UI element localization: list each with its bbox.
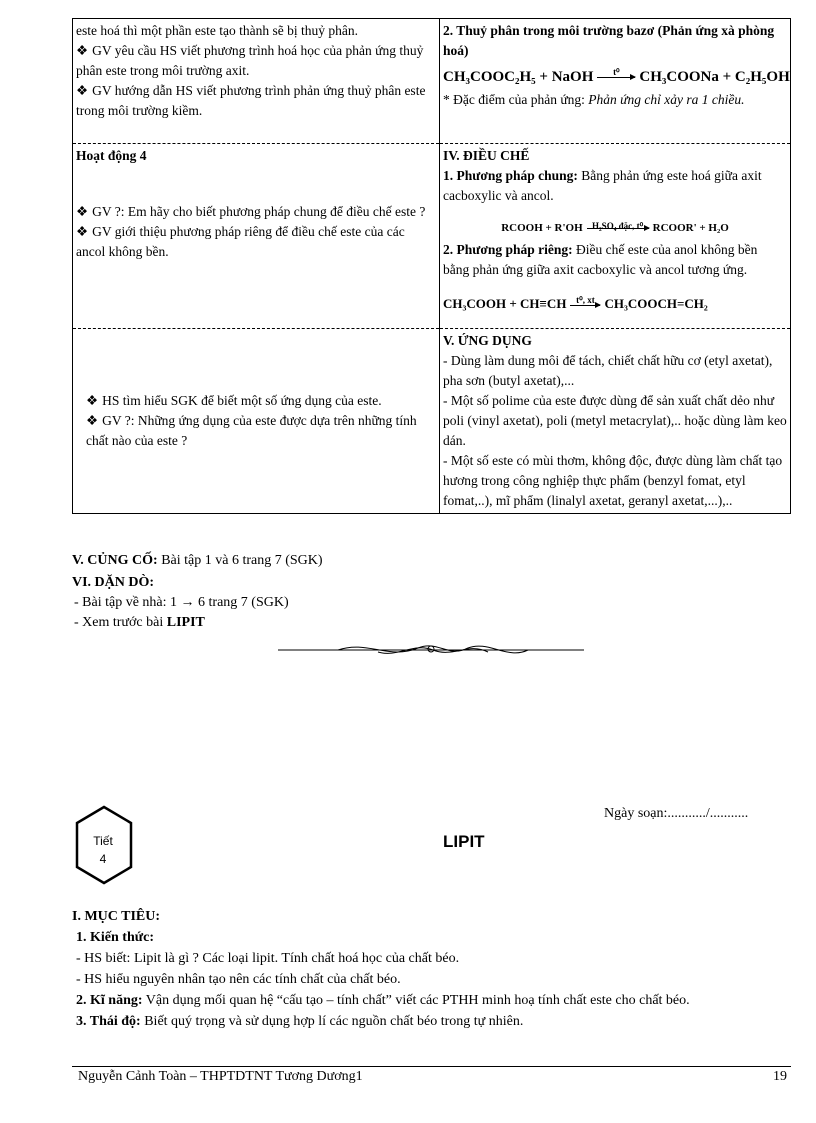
equation-left: CH₃COOH + CH≡CH bbox=[443, 296, 567, 311]
note-text: Phản ứng chỉ xảy ra 1 chiều. bbox=[588, 92, 745, 107]
reaction-condition: t⁰ bbox=[613, 67, 620, 78]
method-general bbox=[443, 166, 787, 206]
homework-section bbox=[72, 573, 289, 633]
section-text: Bài tập 1 và 6 trang 7 (SGK) bbox=[157, 553, 323, 568]
bullet-text: GV hướng dẫn HS viết phương trình phản ứng thuỷ phân este trong môi trường kiềm. bbox=[76, 83, 426, 118]
content-cell bbox=[440, 329, 791, 514]
reversible-arrow-icon bbox=[587, 220, 649, 231]
activity-cell bbox=[73, 19, 440, 144]
subsection-label: 2. Kĩ năng: bbox=[76, 993, 143, 1008]
section-label: VI. DẶN DÒ: bbox=[72, 575, 155, 590]
bullet-text: GV ?: Em hãy cho biết phương pháp chung để điều chế este ? bbox=[92, 204, 426, 219]
bullet-text: GV giới thiệu phương pháp riêng để điều chế este của các ancol không bền. bbox=[76, 224, 405, 259]
badge-number: 4 bbox=[99, 852, 107, 866]
date-field: Ngày soạn:.........../........... bbox=[604, 806, 749, 821]
table-row bbox=[73, 329, 791, 514]
lesson-title: LIPIT bbox=[443, 832, 485, 851]
lesson-name: LIPIT bbox=[166, 615, 205, 630]
text-line: este hoá thì một phần este tạo thành sẽ bị thuỷ phân. bbox=[76, 23, 358, 38]
attitude-paragraph bbox=[72, 1011, 791, 1032]
list-item: - Một số este có mùi thơm, không độc, được dùng làm chất tạo hương trong công nghiệp thực phẩm (benzyl fomat, etyl fomat,..), mĩ phẩm (linalyl axetat, geranyl axetat,...),.. bbox=[443, 453, 783, 508]
method-specific bbox=[443, 240, 787, 280]
method-text: Bằng phản ứng este hoá giữa axit cacboxylic và ancol. bbox=[443, 168, 762, 203]
skills-paragraph bbox=[72, 990, 791, 1011]
equation-right: CH₃COONa + C₂H₅OH bbox=[639, 69, 790, 85]
section-heading: V. ỨNG DỤNG bbox=[443, 333, 532, 348]
reaction-arrow-icon bbox=[570, 294, 600, 306]
content-cell bbox=[440, 144, 791, 329]
section-heading: I. MỤC TIÊU: bbox=[72, 909, 161, 924]
reaction-condition: t⁰, xt bbox=[576, 294, 595, 305]
activity-title: Hoạt động 4 bbox=[76, 148, 147, 163]
reaction-arrow-icon bbox=[597, 67, 635, 78]
equation bbox=[443, 294, 787, 314]
footer-author: Nguyễn Cảnh Toàn – THPTDTNT Tương Dương1 bbox=[78, 1069, 363, 1084]
note bbox=[443, 90, 787, 110]
bullet-item bbox=[76, 41, 436, 81]
consolidation-section bbox=[72, 551, 323, 571]
activity-cell bbox=[73, 144, 440, 329]
lesson-badge bbox=[78, 832, 128, 868]
equation bbox=[443, 67, 790, 87]
section-heading: 2. Thuỷ phân trong môi trường bazơ (Phản ứng xà phòng hoá) bbox=[443, 23, 775, 58]
paragraph-text: Biết quý trọng và sử dụng hợp lí các nguồn chất béo trong tự nhiên. bbox=[140, 1014, 524, 1029]
activity-cell bbox=[73, 329, 440, 514]
bullet-item bbox=[76, 411, 436, 451]
table-row bbox=[73, 19, 791, 144]
equation-left: CH₃COOC₂H₅ + NaOH bbox=[443, 69, 594, 85]
list-item-text: - Xem trước bài bbox=[74, 615, 167, 630]
equation bbox=[443, 218, 787, 238]
method-text: Điều chế este của anol không bền bằng phản ứng giữa axit cacboxylic và ancol tương ứng. bbox=[443, 242, 758, 277]
subsection-label: 3. Thái độ: bbox=[76, 1014, 141, 1029]
lesson-table bbox=[72, 18, 791, 514]
paragraph-text: Vận dụng mối quan hệ “cấu tạo – tính chất” viết các PTHH minh hoạ tính chất este cho chất béo. bbox=[142, 993, 690, 1008]
bullet-item bbox=[76, 202, 436, 222]
badge-label: Tiết bbox=[93, 834, 113, 848]
bullet-item bbox=[76, 391, 436, 411]
table-row bbox=[73, 144, 791, 329]
section-heading: IV. ĐIỀU CHẾ bbox=[443, 148, 530, 163]
list-item: - HS biết: Lipit là gì ? Các loại lipit. Tính chất hoá học của chất béo. bbox=[76, 951, 460, 966]
list-item bbox=[72, 613, 289, 633]
subsection-label: 1. Kiến thức: bbox=[76, 930, 155, 945]
bullet-text: HS tìm hiểu SGK để biết một số ứng dụng của este. bbox=[102, 393, 382, 408]
objectives-section bbox=[72, 906, 791, 1032]
reaction-condition: H₂SO₄ đặc, t⁰ bbox=[591, 220, 644, 231]
list-item: - HS hiểu nguyên nhân tạo nên các tính chất của chất béo. bbox=[76, 972, 401, 987]
ornament-divider-icon bbox=[278, 638, 584, 660]
page-number: 19 bbox=[773, 1069, 787, 1084]
list-item: - Một số polime của este được dùng để sản xuất chất dẻo như poli (vinyl axetat), poli (metyl metacrylat),.. hoặc dùng làm keo dán. bbox=[443, 393, 787, 448]
equation-right: CH₃COOCH=CH₂ bbox=[604, 296, 708, 311]
bullet-item bbox=[76, 81, 436, 121]
list-item: - Dùng làm dung môi để tách, chiết chất hữu cơ (etyl axetat), pha sơn (butyl axetat),... bbox=[443, 353, 773, 388]
list-item: - Bài tập về nhà: 1 → 6 trang 7 (SGK) bbox=[74, 595, 289, 610]
method-label: 1. Phương pháp chung: bbox=[443, 168, 578, 183]
bullet-text: GV yêu cầu HS viết phương trình hoá học của phản ứng thuỷ phân este trong môi trường axit. bbox=[76, 43, 424, 78]
method-label: 2. Phương pháp riêng: bbox=[443, 242, 573, 257]
section-label: V. CỦNG CỐ: bbox=[72, 553, 158, 568]
bullet-text: GV ?: Những ứng dụng của este được dựa trên những tính chất nào của este ? bbox=[86, 413, 417, 448]
bullet-item bbox=[76, 222, 436, 262]
note-label: * Đặc điểm của phản ứng: bbox=[443, 92, 589, 107]
content-cell bbox=[440, 19, 791, 144]
equation-right: RCOOR' + H₂O bbox=[652, 222, 729, 234]
footer-divider bbox=[72, 1066, 791, 1067]
equation-left: RCOOH + R'OH bbox=[501, 222, 583, 234]
